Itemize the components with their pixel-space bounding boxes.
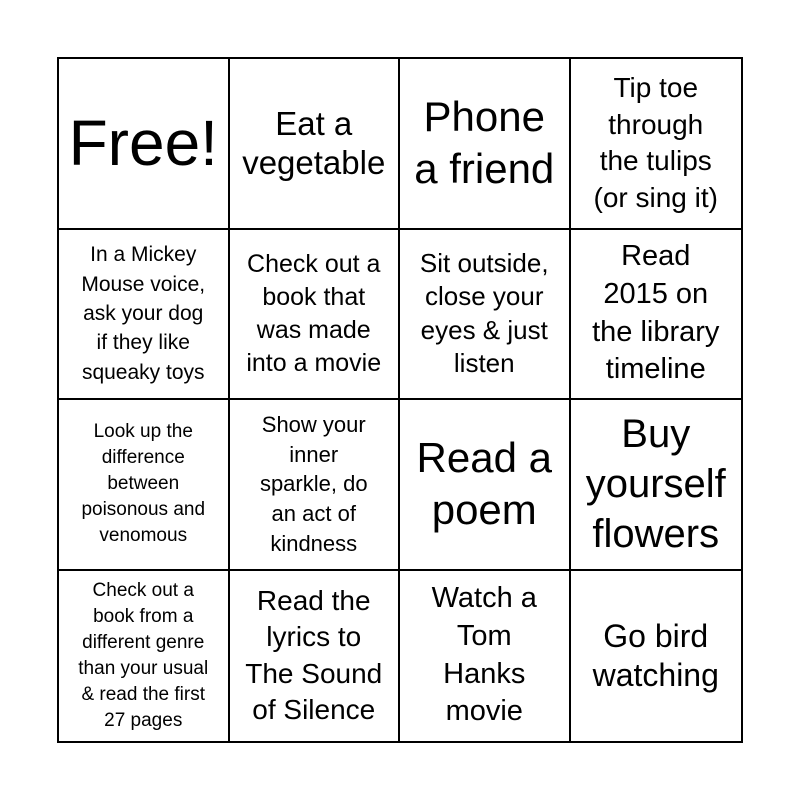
bingo-cell-phone-friend[interactable] — [400, 59, 571, 230]
cell-text: Sit outside, close your eyes & just listen — [419, 248, 549, 379]
bingo-cell-poisonous-venomous[interactable] — [59, 400, 230, 571]
bingo-cell-bird-watching[interactable] — [571, 571, 742, 742]
cell-text: Buy yourself flowers — [585, 412, 726, 557]
cell-text: Show your inner sparkle, do an act of kindness — [259, 412, 368, 556]
bingo-card — [57, 57, 743, 743]
bingo-cell-free[interactable] — [59, 59, 230, 230]
bingo-cell-sound-of-silence[interactable] — [230, 571, 401, 742]
cell-text: Look up the difference between poisonous and venomous — [81, 421, 206, 547]
cell-text: Watch a Tom Hanks movie — [431, 582, 537, 728]
bingo-cell-library-timeline[interactable] — [571, 230, 742, 401]
bingo-cell-inner-sparkle[interactable] — [230, 400, 401, 571]
cell-text: Eat a vegetable — [242, 104, 386, 182]
cell-text: Check out a book from a different genre than your usual & read the first 27 pages — [78, 579, 209, 731]
cell-text: Tip toe through the tulips (or sing it) — [593, 72, 718, 213]
cell-text: Phone a friend — [414, 92, 555, 193]
bingo-cell-eat-vegetable[interactable] — [230, 59, 401, 230]
bingo-cell-tom-hanks[interactable] — [400, 571, 571, 742]
bingo-cell-different-genre[interactable] — [59, 571, 230, 742]
bingo-cell-buy-flowers[interactable] — [571, 400, 742, 571]
cell-text: Go bird watching — [592, 617, 719, 693]
cell-text: Read the lyrics to The Sound of Silence — [245, 584, 383, 726]
bingo-cell-sit-outside[interactable] — [400, 230, 571, 401]
cell-text: Free! — [68, 107, 218, 180]
bingo-cell-read-poem[interactable] — [400, 400, 571, 571]
bingo-cell-tip-toe[interactable] — [571, 59, 742, 230]
cell-text: Read 2015 on the library timeline — [592, 240, 720, 386]
cell-text: In a Mickey Mouse voice, ask your dog if they like squeaky toys — [81, 243, 206, 384]
bingo-cell-mickey-mouse[interactable] — [59, 230, 230, 401]
cell-text: Check out a book that was made into a movie — [246, 249, 382, 377]
bingo-cell-book-movie[interactable] — [230, 230, 401, 401]
cell-text: Read a poem — [416, 433, 552, 534]
